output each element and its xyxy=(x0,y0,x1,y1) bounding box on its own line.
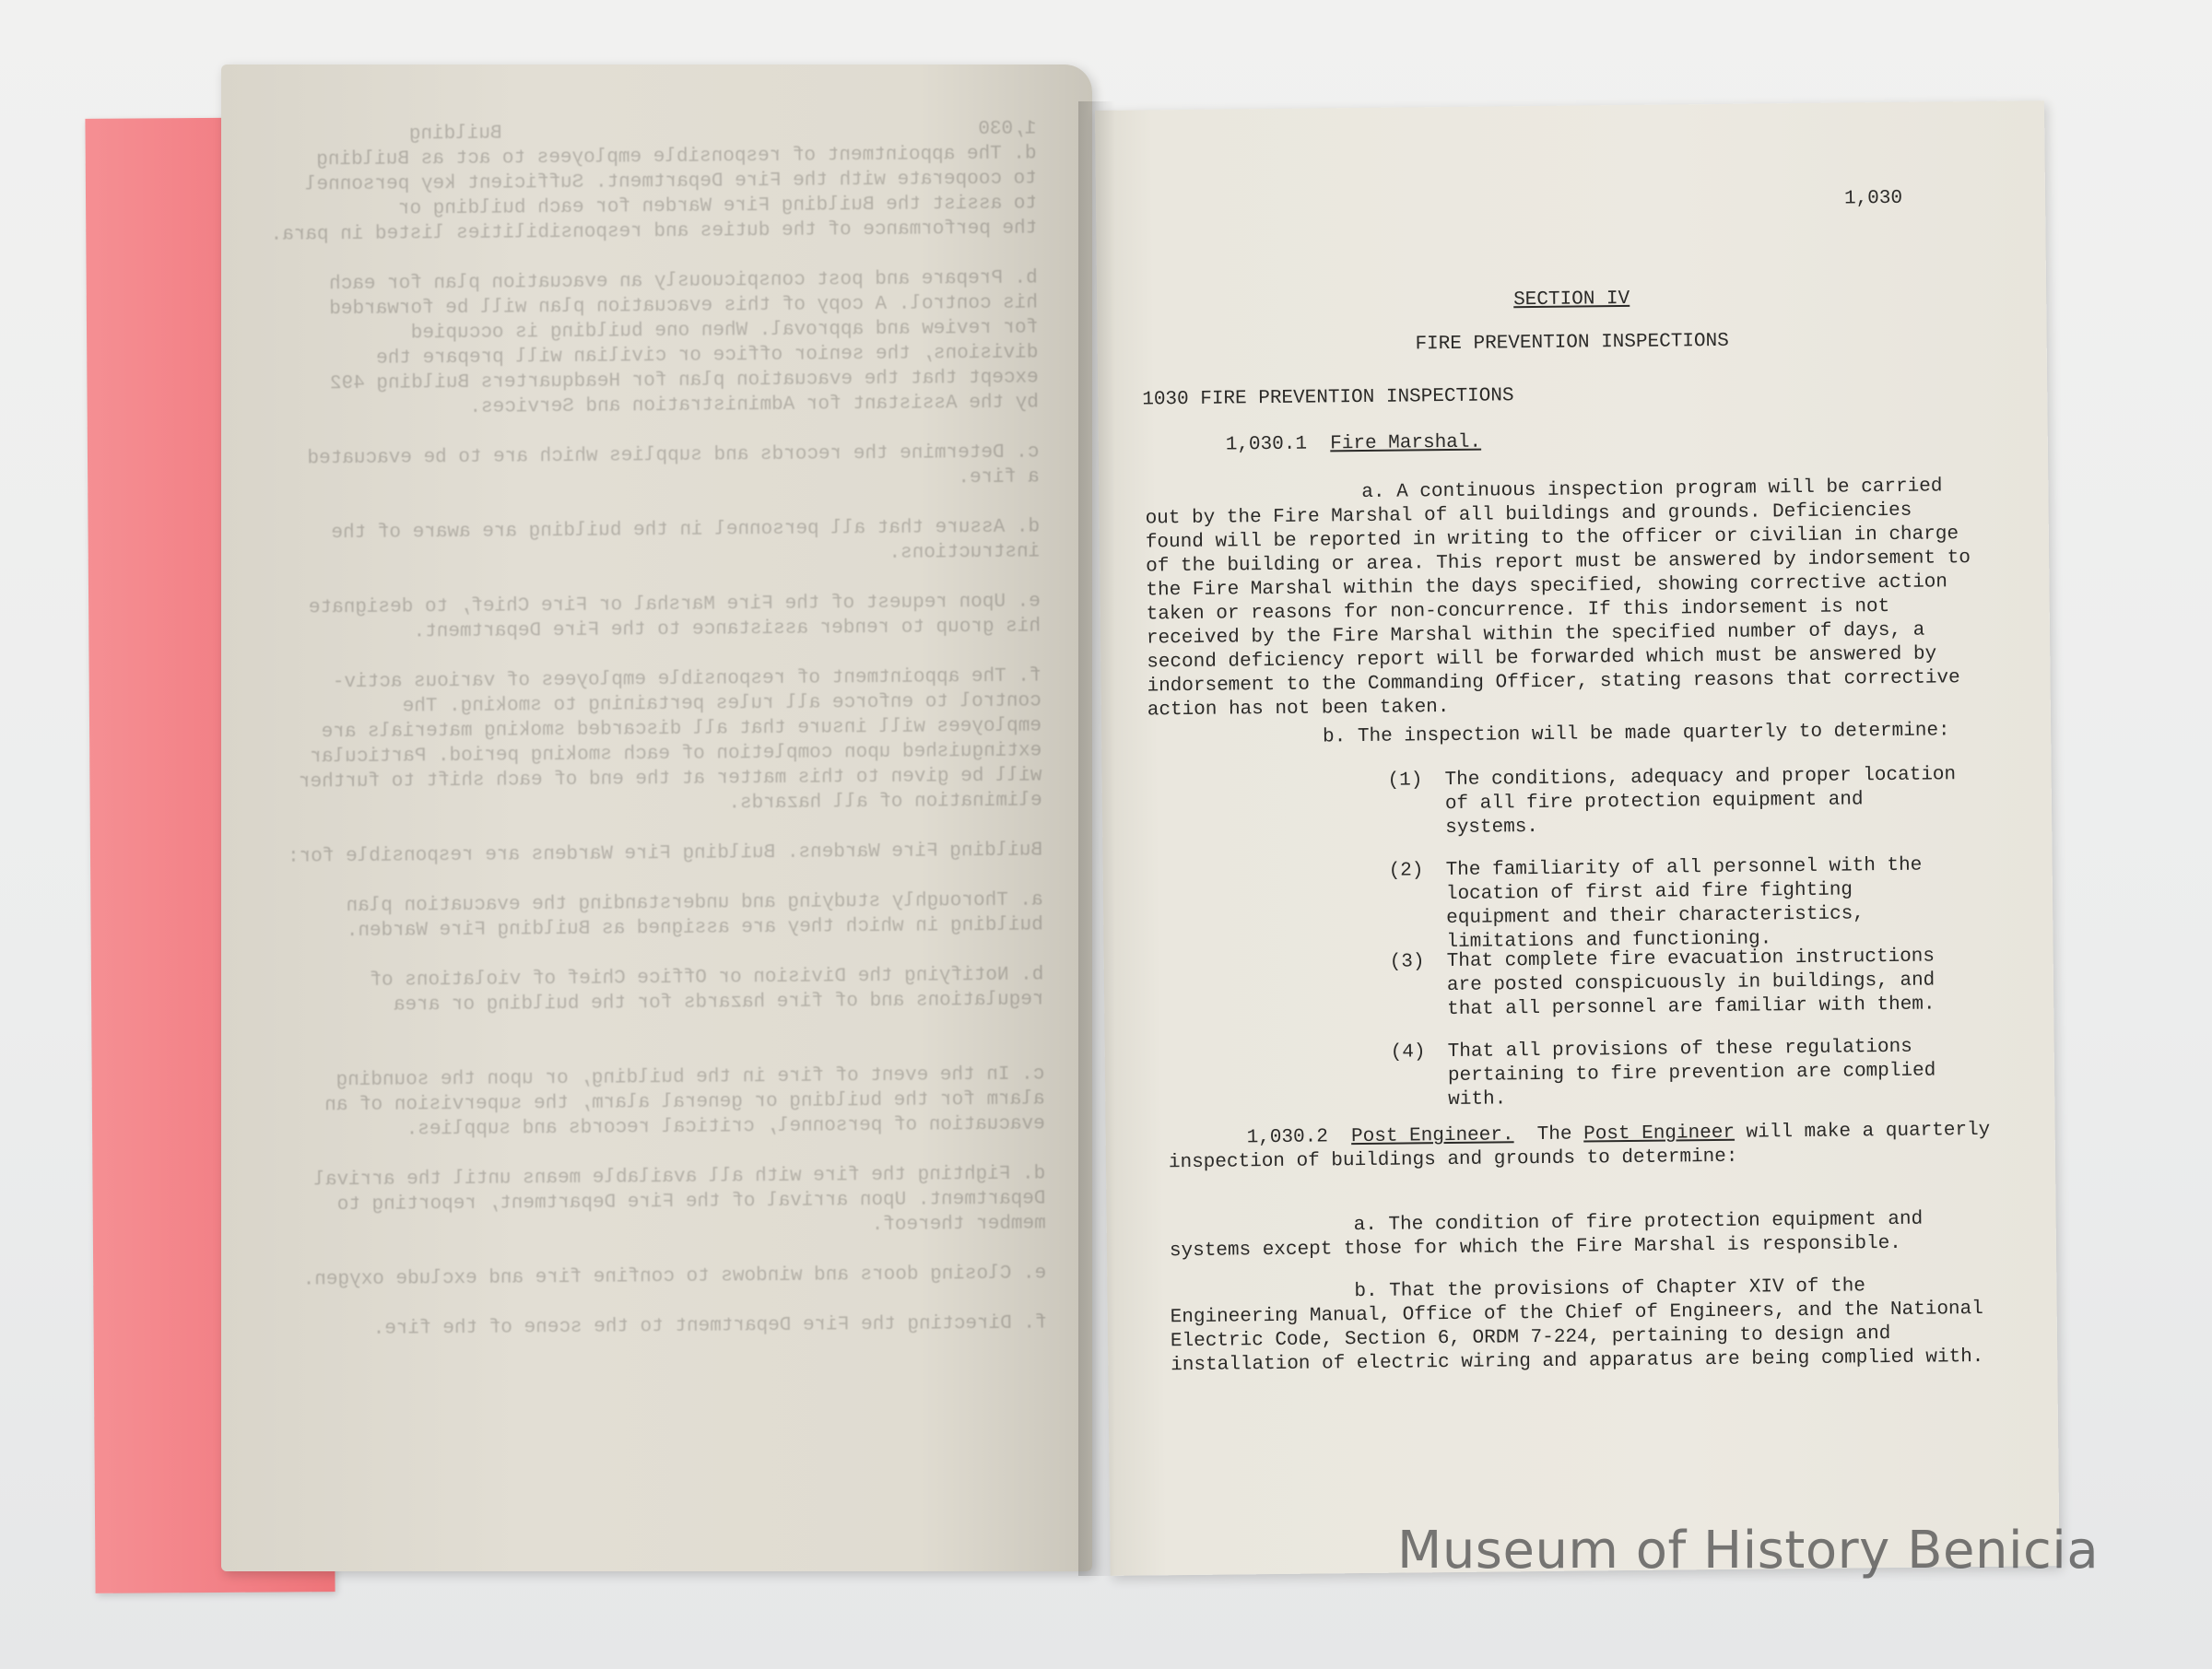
list-item xyxy=(1388,853,1960,954)
list-item-text: The familiarity of all personnel with the location of first aid fire fighting equipment and their characteristics, limitations and functioning. xyxy=(1445,854,1923,954)
list-item-number: (3) xyxy=(1389,951,1425,973)
pe-text-3: will make a quarterly inspection of buildings and grounds to determine: xyxy=(1168,1119,1991,1174)
section-heading: 1030 FIRE PREVENTION INSPECTIONS xyxy=(1142,385,1514,411)
pe-number: 1,030.2 xyxy=(1246,1126,1329,1149)
subsection-title: Fire Marshal. xyxy=(1330,431,1482,455)
list-item-text: The conditions, adequacy and proper location of all fire protection equipment and systems. xyxy=(1444,764,1957,840)
list-item-number: (1) xyxy=(1387,770,1423,792)
subsection-fire-marshal xyxy=(1226,431,1482,458)
watermark: Museum of History Benicia xyxy=(1397,1521,2100,1581)
bleed-through-text: 1,030 Building d. The appointment of responsible employees to act as Building to cooperate with the Fire Department. Sufficient key personnel to assist the Building Fire Warden for each building or the performance of the duties and responsibilities listed in para. b. Prepare and post conspicuously an evacuation plan for each his control. A copy of this evacuation plan will be forwarded for review and approval. When one building is occupied divisions, the senior office or civilian will prepare the except that the evacuation plan for Headquarters Building 492 by the Assistant for Administration and Services. c. Determine the records and supplies which are to be evacuated a fire. d. Assure that all personnel in the building are aware of the instructions. e. Upon request of the Fire Marshal or Fire Chief, to designate his group to render assistance to the Fire Department. f. The appointment of responsible employees of various activ- control to enforce all rules pertaining to smoking. The employees will insure that all discarded smoking materials are extinguished upon completion of each smoking period. Particular will be given to this matter at the end of each shift to further elimination of all hazards. Building Fire Wardens. Building Fire Wardens are responsible for: a. Thoroughly studying and understanding the evacuation plan building in which they are assigned as Building Fire Warden. b. Notifying the Division or Office Chief of violations of regulations and of fire hazards for the building or area c. In the event of fire in the building, or upon the sounding alarm for the building or general alarm, the supervision of an evacuation of personnel, critical records and supplies. d. Fighting the fire with all available means until the arrival Department. Upon arrival of the Fire Department, reporting to member thereof. e. Closing doors and windows to confine fire and exclude oxygen. f. Directing the Fire Department to the scene of the fire. xyxy=(270,118,1047,1340)
subsection-number: 1,030.1 xyxy=(1225,433,1308,456)
page-number: 1,030 xyxy=(1843,187,1903,210)
left-page xyxy=(221,65,1092,1571)
pe-paragraph-a: a. The condition of fire protection equipment and systems except those for which the Fire Marshal is responsible. xyxy=(1169,1208,1924,1263)
list-item-number: (4) xyxy=(1390,1041,1426,1064)
pe-text-2: Post Engineer xyxy=(1583,1122,1735,1146)
page-gutter-shadow xyxy=(1078,101,1115,1576)
paragraph-b: b. The inspection will be made quarterly to determine: xyxy=(1323,720,1950,748)
paragraph-a: a. A continuous inspection program will be carried out by the Fire Marshal of all buildings and grounds. Deficiencies found will be reported in writing to the officer or civilian in charge of the building or area. This report must be answered by indorsement to the Fire Marshal within the days specified, showing corrective action taken or reasons for non-concurrence. If this indorsement is not received by the Fire Marshal within the specified number of days, a second deficiency report will be forwarded which must be answered by indorsement to the Commanding Officer, stating reasons that corrective action has not been taken. xyxy=(1145,476,1971,722)
pe-text-1: The xyxy=(1536,1123,1572,1146)
list-item-number: (2) xyxy=(1388,860,1424,882)
pe-title: Post Engineer. xyxy=(1350,1124,1514,1148)
list-item-text: That all provisions of these regulations pertaining to fire prevention are complied with. xyxy=(1447,1036,1936,1111)
section-title: SECTION IV xyxy=(1513,288,1630,311)
list-item xyxy=(1390,1035,1962,1111)
list-item xyxy=(1387,763,1959,840)
pe-paragraph-b: b. That the provisions of Chapter XIV of the Engineering Manual, Office of the Chief of Engineers, and the National Electric Code, Section 6, ORDM 7-224, pertaining to design and installation of electric wiring and apparatus are being complied with. xyxy=(1170,1275,1984,1377)
right-page xyxy=(1095,100,2060,1576)
list-item-text: That complete fire evacuation instructions are posted conspicuously in buildings, and that all personnel are familiar with them. xyxy=(1446,946,1936,1021)
subsection-post-engineer xyxy=(1169,1119,1998,1175)
section-subtitle: FIRE PREVENTION INSPECTIONS xyxy=(1415,330,1729,356)
